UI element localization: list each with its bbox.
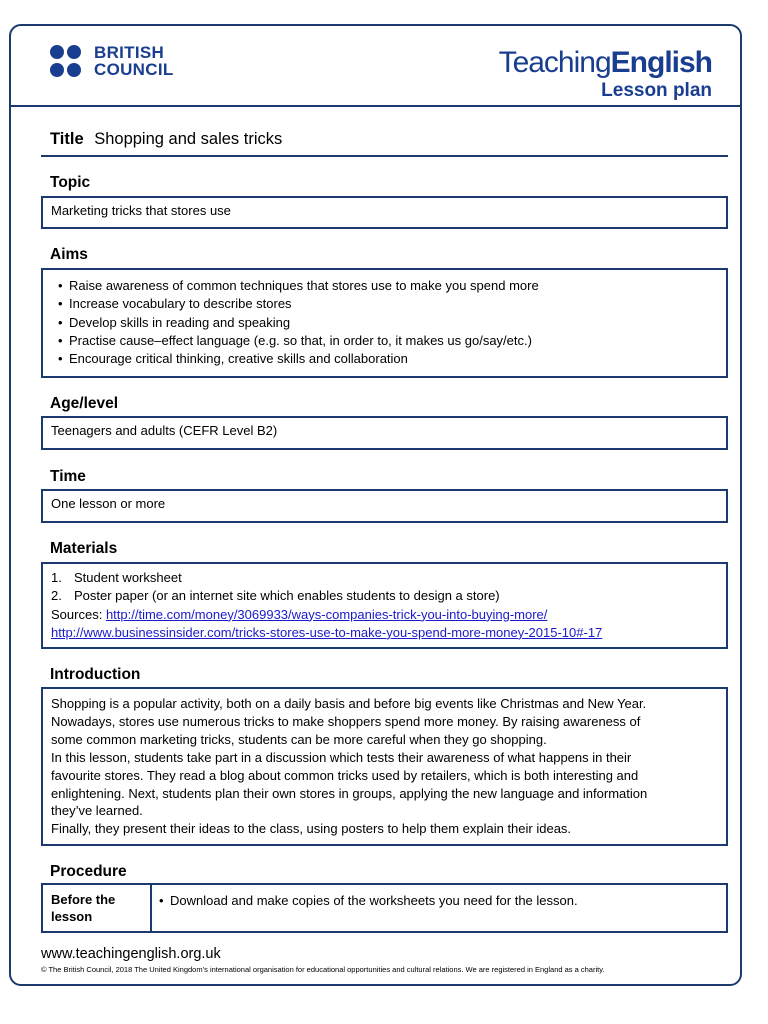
title-underline (41, 155, 728, 157)
source-link-businessinsider[interactable]: http://www.businessinsider.com/tricks-stores-use-to-make-you-spend-more-money-2015-10#-17 (51, 624, 603, 640)
title-row (50, 129, 282, 149)
teachingenglish-brand (499, 46, 712, 80)
intro-line: Nowadays, stores use numerous tricks to make shoppers spend more money. By raising awareness of (51, 713, 641, 729)
intro-line: In this lesson, students take part in a discussion which tests their awareness of what happens in their (51, 749, 632, 765)
brand-light-text: Teaching (498, 46, 611, 79)
material-text: Poster paper (or an internet site which enables students to design a store) (74, 588, 500, 604)
procedure-stage-content (152, 885, 726, 931)
aims-list (51, 277, 718, 368)
procedure-heading: Procedure (50, 863, 127, 880)
source-link-time[interactable]: http://time.com/money/3069933/ways-companies-trick-you-into-buying-more/ (105, 606, 548, 622)
topic-text: Marketing tricks that stores use (51, 203, 231, 218)
aims-heading: Aims (50, 246, 88, 263)
age-level-text: Teenagers and adults (CEFR Level B2) (51, 423, 278, 438)
doc-type-label: Lesson plan (601, 80, 712, 101)
material-text: Student worksheet (74, 570, 182, 585)
time-text: One lesson or more (51, 496, 166, 511)
footer-url: www.teachingenglish.org.uk (41, 946, 221, 962)
brand-bold-text: English (610, 46, 712, 79)
sources-line-2 (51, 624, 718, 642)
stage-line-2: lesson (51, 909, 93, 924)
age-level-heading: Age/level (50, 395, 119, 412)
aim-item: • Practise cause–effect language (e.g. so that, in order to, it makes us go/say/etc.) (51, 332, 718, 350)
aim-item: • Raise awareness of common techniques that stores use to make you spend more (51, 277, 718, 295)
intro-line: enlightening. Next, students plan their own stores in groups, applying the new language and information (51, 785, 648, 801)
intro-line: Shopping is a popular activity, both on a daily basis and before big events like Christmas and New Year. (51, 696, 647, 711)
logo-line-1: BRITISH (94, 43, 165, 62)
sources-line (51, 606, 718, 624)
sources-label: Sources: (51, 606, 103, 622)
intro-line: Finally, they present their ideas to the class, using posters to help them explain their ideas. (51, 821, 572, 837)
topic-heading: Topic (50, 174, 91, 191)
aim-item: • Increase vocabulary to describe stores (51, 295, 718, 313)
aim-item: • Encourage critical thinking, creative skills and collaboration (51, 350, 718, 368)
lesson-title: Shopping and sales tricks (94, 130, 283, 148)
topic-box (41, 196, 728, 229)
intro-line: some common marketing tricks, students can be more careful when they go shopping. (51, 731, 547, 747)
procedure-stage-label (43, 885, 152, 931)
time-heading: Time (50, 468, 86, 485)
procedure-steps (152, 892, 726, 909)
stage-line-1: Before the (51, 892, 116, 907)
material-number: 1. (51, 570, 62, 585)
logo-dots-icon (50, 44, 90, 80)
logo-line-2: COUNCIL (94, 60, 174, 79)
aim-item: • Develop skills in reading and speaking (51, 314, 718, 332)
title-label: Title (50, 130, 84, 148)
british-council-logo (50, 44, 180, 80)
aims-box (41, 268, 728, 378)
intro-line: favourite stores. They read a blog about common tricks used by retailers, which is both interesting and (51, 767, 639, 783)
introduction-heading: Introduction (50, 666, 141, 683)
footer-copyright: © The British Council, 2018 The United Kingdom’s international organisation for educational opportunities and cultural relations. We are registered in England as a charity. (41, 965, 605, 974)
procedure-step: • Download and make copies of the worksheets you need for the lesson. (152, 892, 726, 909)
materials-heading: Materials (50, 540, 118, 557)
material-number: 2. (51, 588, 62, 604)
material-item (51, 569, 718, 587)
intro-line: they’ve learned. (51, 803, 143, 819)
header-divider (9, 105, 742, 107)
materials-box (41, 562, 728, 649)
introduction-box (41, 687, 728, 846)
time-box (41, 489, 728, 523)
procedure-table (41, 883, 728, 933)
material-item (51, 587, 718, 605)
logo-text (94, 44, 174, 78)
age-level-box (41, 416, 728, 450)
